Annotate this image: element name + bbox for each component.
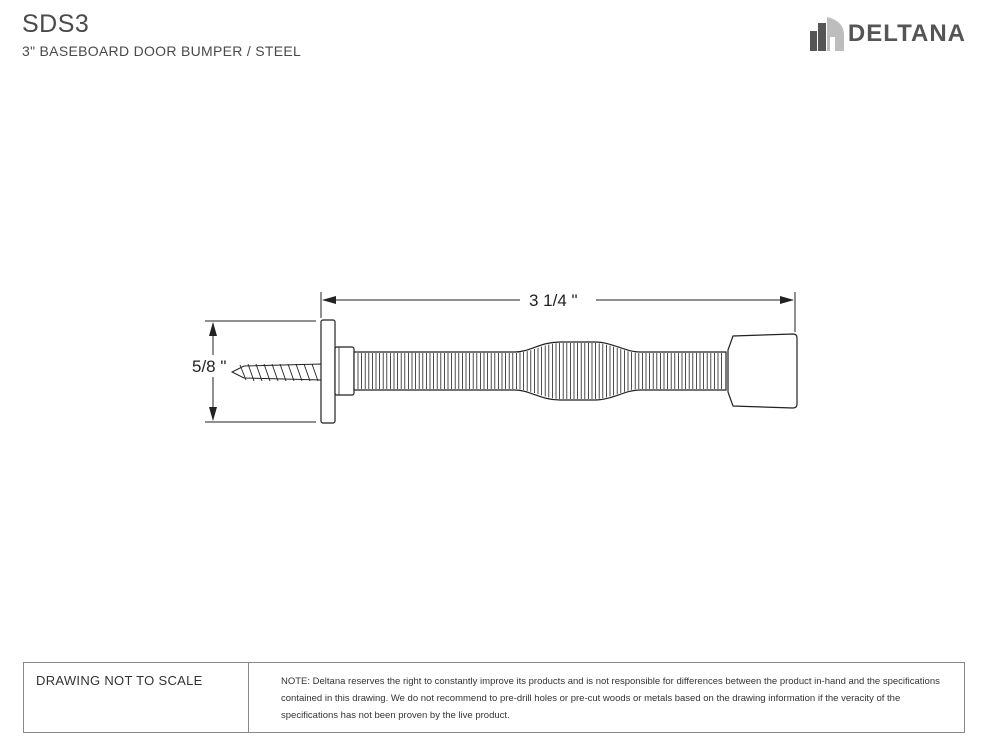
model-number: SDS3 <box>22 10 90 38</box>
base-plate <box>321 320 335 423</box>
product-description: 3" BASEBOARD DOOR BUMPER / STEEL <box>22 43 302 59</box>
collar <box>335 347 354 395</box>
brand-name: DELTANA <box>847 20 966 47</box>
length-label: 3 1/4 " <box>529 291 578 310</box>
diameter-label: 5/8 " <box>192 357 227 376</box>
footer-box <box>23 662 965 733</box>
scale-note: DRAWING NOT TO SCALE <box>24 663 249 732</box>
spring-body <box>354 342 726 400</box>
screw <box>232 364 322 381</box>
rubber-tip <box>728 334 797 408</box>
disclaimer-note: NOTE: Deltana reserves the right to constantly improve its products and is not responsible for differences between the product in-hand and the specifications contained in this drawing. We do not recommend to pre-drill holes or pre-cut woods or metals based on the drawing information if the veracity of the specifications has not been proven by the live product. <box>281 676 940 721</box>
